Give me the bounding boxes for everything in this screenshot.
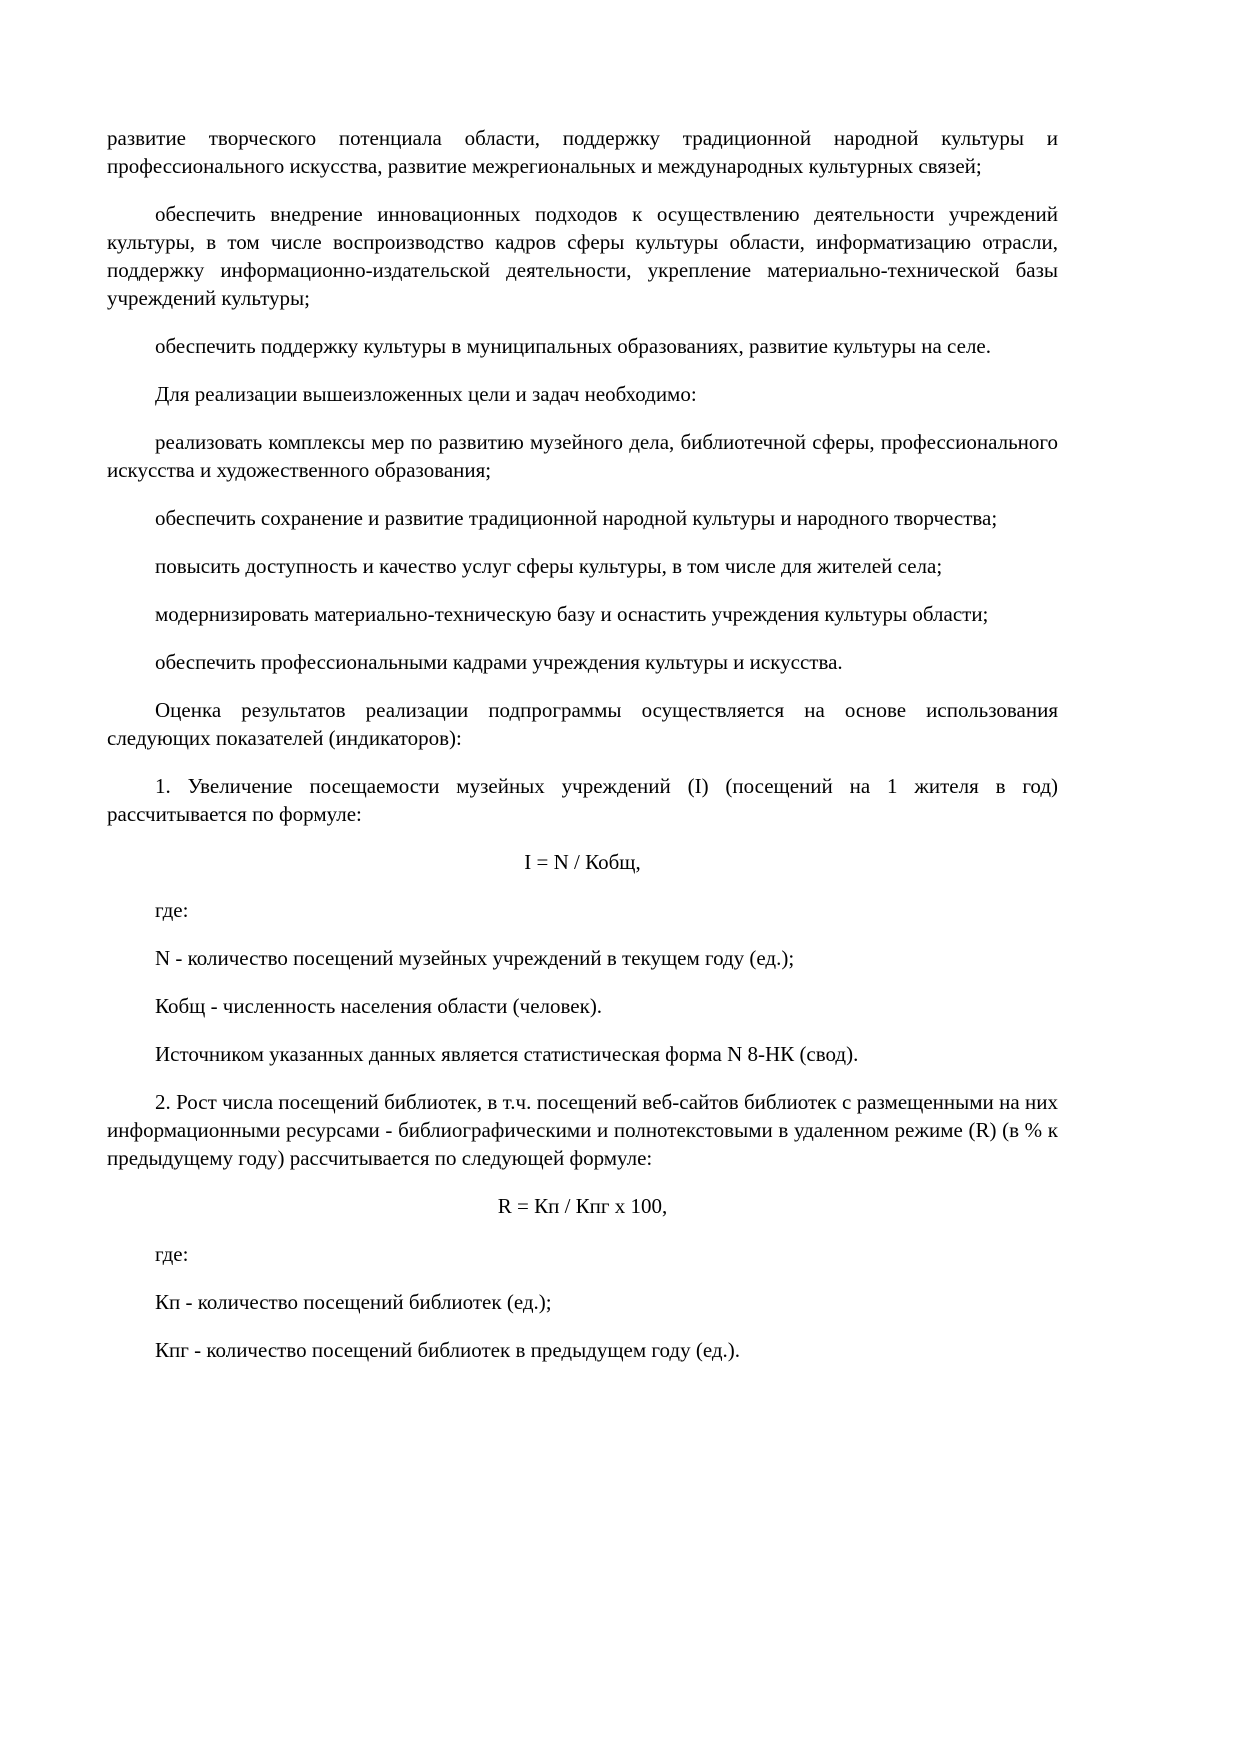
paragraph: реализовать комплексы мер по развитию музейного дела, библиотечной сферы, профессионального искусства и художественного образования; (107, 430, 1058, 482)
paragraph: Кп - количество посещений библиотек (ед.); (155, 1290, 552, 1314)
formula-library-visits: R = Кп / Кпг x 100, (497, 1194, 668, 1218)
paragraph: где: (155, 898, 189, 922)
paragraph: повысить доступность и качество услуг сферы культуры, в том числе для жителей села; (155, 554, 943, 578)
paragraph: где: (155, 1242, 189, 1266)
paragraph: обеспечить внедрение инновационных подходов к осуществлению деятельности учреждений культуры, в том числе воспроизводство кадров сферы культуры области, информатизацию отрасли, поддержку информационно-издательской деятельности, укрепление материально-технической базы учреждений культуры; (107, 202, 1058, 310)
paragraph: Для реализации вышеизложенных цели и задач необходимо: (155, 382, 697, 406)
paragraph: обеспечить профессиональными кадрами учреждения культуры и искусства. (155, 650, 843, 674)
document-body (107, 124, 1058, 1364)
paragraph: Кобщ - численность населения области (человек). (155, 994, 603, 1018)
paragraph: Оценка результатов реализации подпрограммы осуществляется на основе использования следующих показателей (индикаторов): (107, 698, 1058, 750)
paragraph: модернизировать материально-техническую базу и оснастить учреждения культуры области; (155, 602, 989, 626)
paragraph: обеспечить сохранение и развитие традиционной народной культуры и народного творчества; (155, 506, 998, 530)
paragraph: Источником указанных данных является статистическая форма N 8-НК (свод). (155, 1042, 859, 1066)
paragraph: Кпг - количество посещений библиотек в предыдущем году (ед.). (155, 1338, 741, 1362)
formula-museum-attendance: I = N / Кобщ, (524, 850, 641, 874)
paragraph: 1. Увеличение посещаемости музейных учреждений (I) (посещений на 1 жителя в год) рассчитывается по формуле: (107, 774, 1058, 826)
paragraph: обеспечить поддержку культуры в муниципальных образованиях, развитие культуры на селе. (155, 334, 991, 358)
paragraph: развитие творческого потенциала области, поддержку традиционной народной культуры и профессионального искусства, развитие межрегиональных и международных культурных связей; (107, 126, 1058, 178)
paragraph: N - количество посещений музейных учреждений в текущем году (ед.); (155, 946, 795, 970)
paragraph: 2. Рост числа посещений библиотек, в т.ч. посещений веб-сайтов библиотек с размещенными на них информационными ресурсами - библиографическими и полнотекстовыми в удаленном режиме (R) (в % к предыдущему году) рассчитывается по следующей формуле: (107, 1090, 1058, 1170)
